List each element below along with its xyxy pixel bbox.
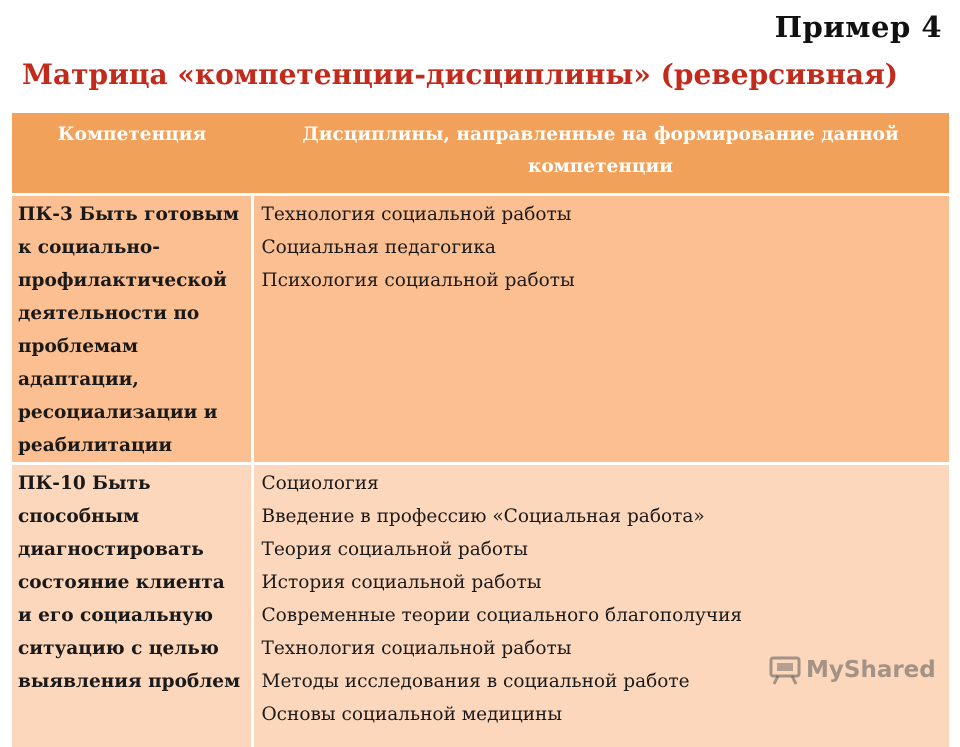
example-label: Пример 4 [775,10,942,44]
discipline-item: Введение в профессию «Социальная работа» [262,500,942,533]
discipline-item: Социология [262,467,942,500]
slide-title: Матрица «компетенции-дисциплины» (реверсивная) [22,58,952,91]
discipline-item: Технология социальной работы [262,632,942,665]
table-row [12,464,949,747]
column-header-disciplines: Дисциплины, направленные на формирование данной компетенции [252,113,949,195]
competence-cell: ПК-3 Быть готовым к социально-профилактической деятельности по проблемам адаптации, ресоциализации и реабилитации [12,195,252,464]
discipline-item: Психология социальной работы [262,264,942,297]
watermark [768,655,936,685]
competence-matrix-table [12,113,949,747]
discipline-item: Современные теории социального благополучия [262,599,942,632]
watermark-text: MyShared [806,657,936,683]
discipline-item: Основы социальной медицины [262,698,942,731]
table-row [12,195,949,464]
column-header-competence: Компетенция [12,113,252,195]
discipline-item: Теория социальной работы [262,533,942,566]
discipline-item: Социальная педагогика [262,231,942,264]
discipline-item: Методы исследования в социальной работе [262,665,942,698]
projector-icon [768,655,802,685]
table-header-row [12,113,949,195]
discipline-item: Технология социальной работы [262,198,942,231]
discipline-item: История социальной работы [262,566,942,599]
competence-cell: ПК-10 Быть способным диагностировать состояние клиента и его социальную ситуацию с целью выявления проблем [12,464,252,747]
disciplines-cell [252,464,949,747]
disciplines-cell [252,195,949,464]
